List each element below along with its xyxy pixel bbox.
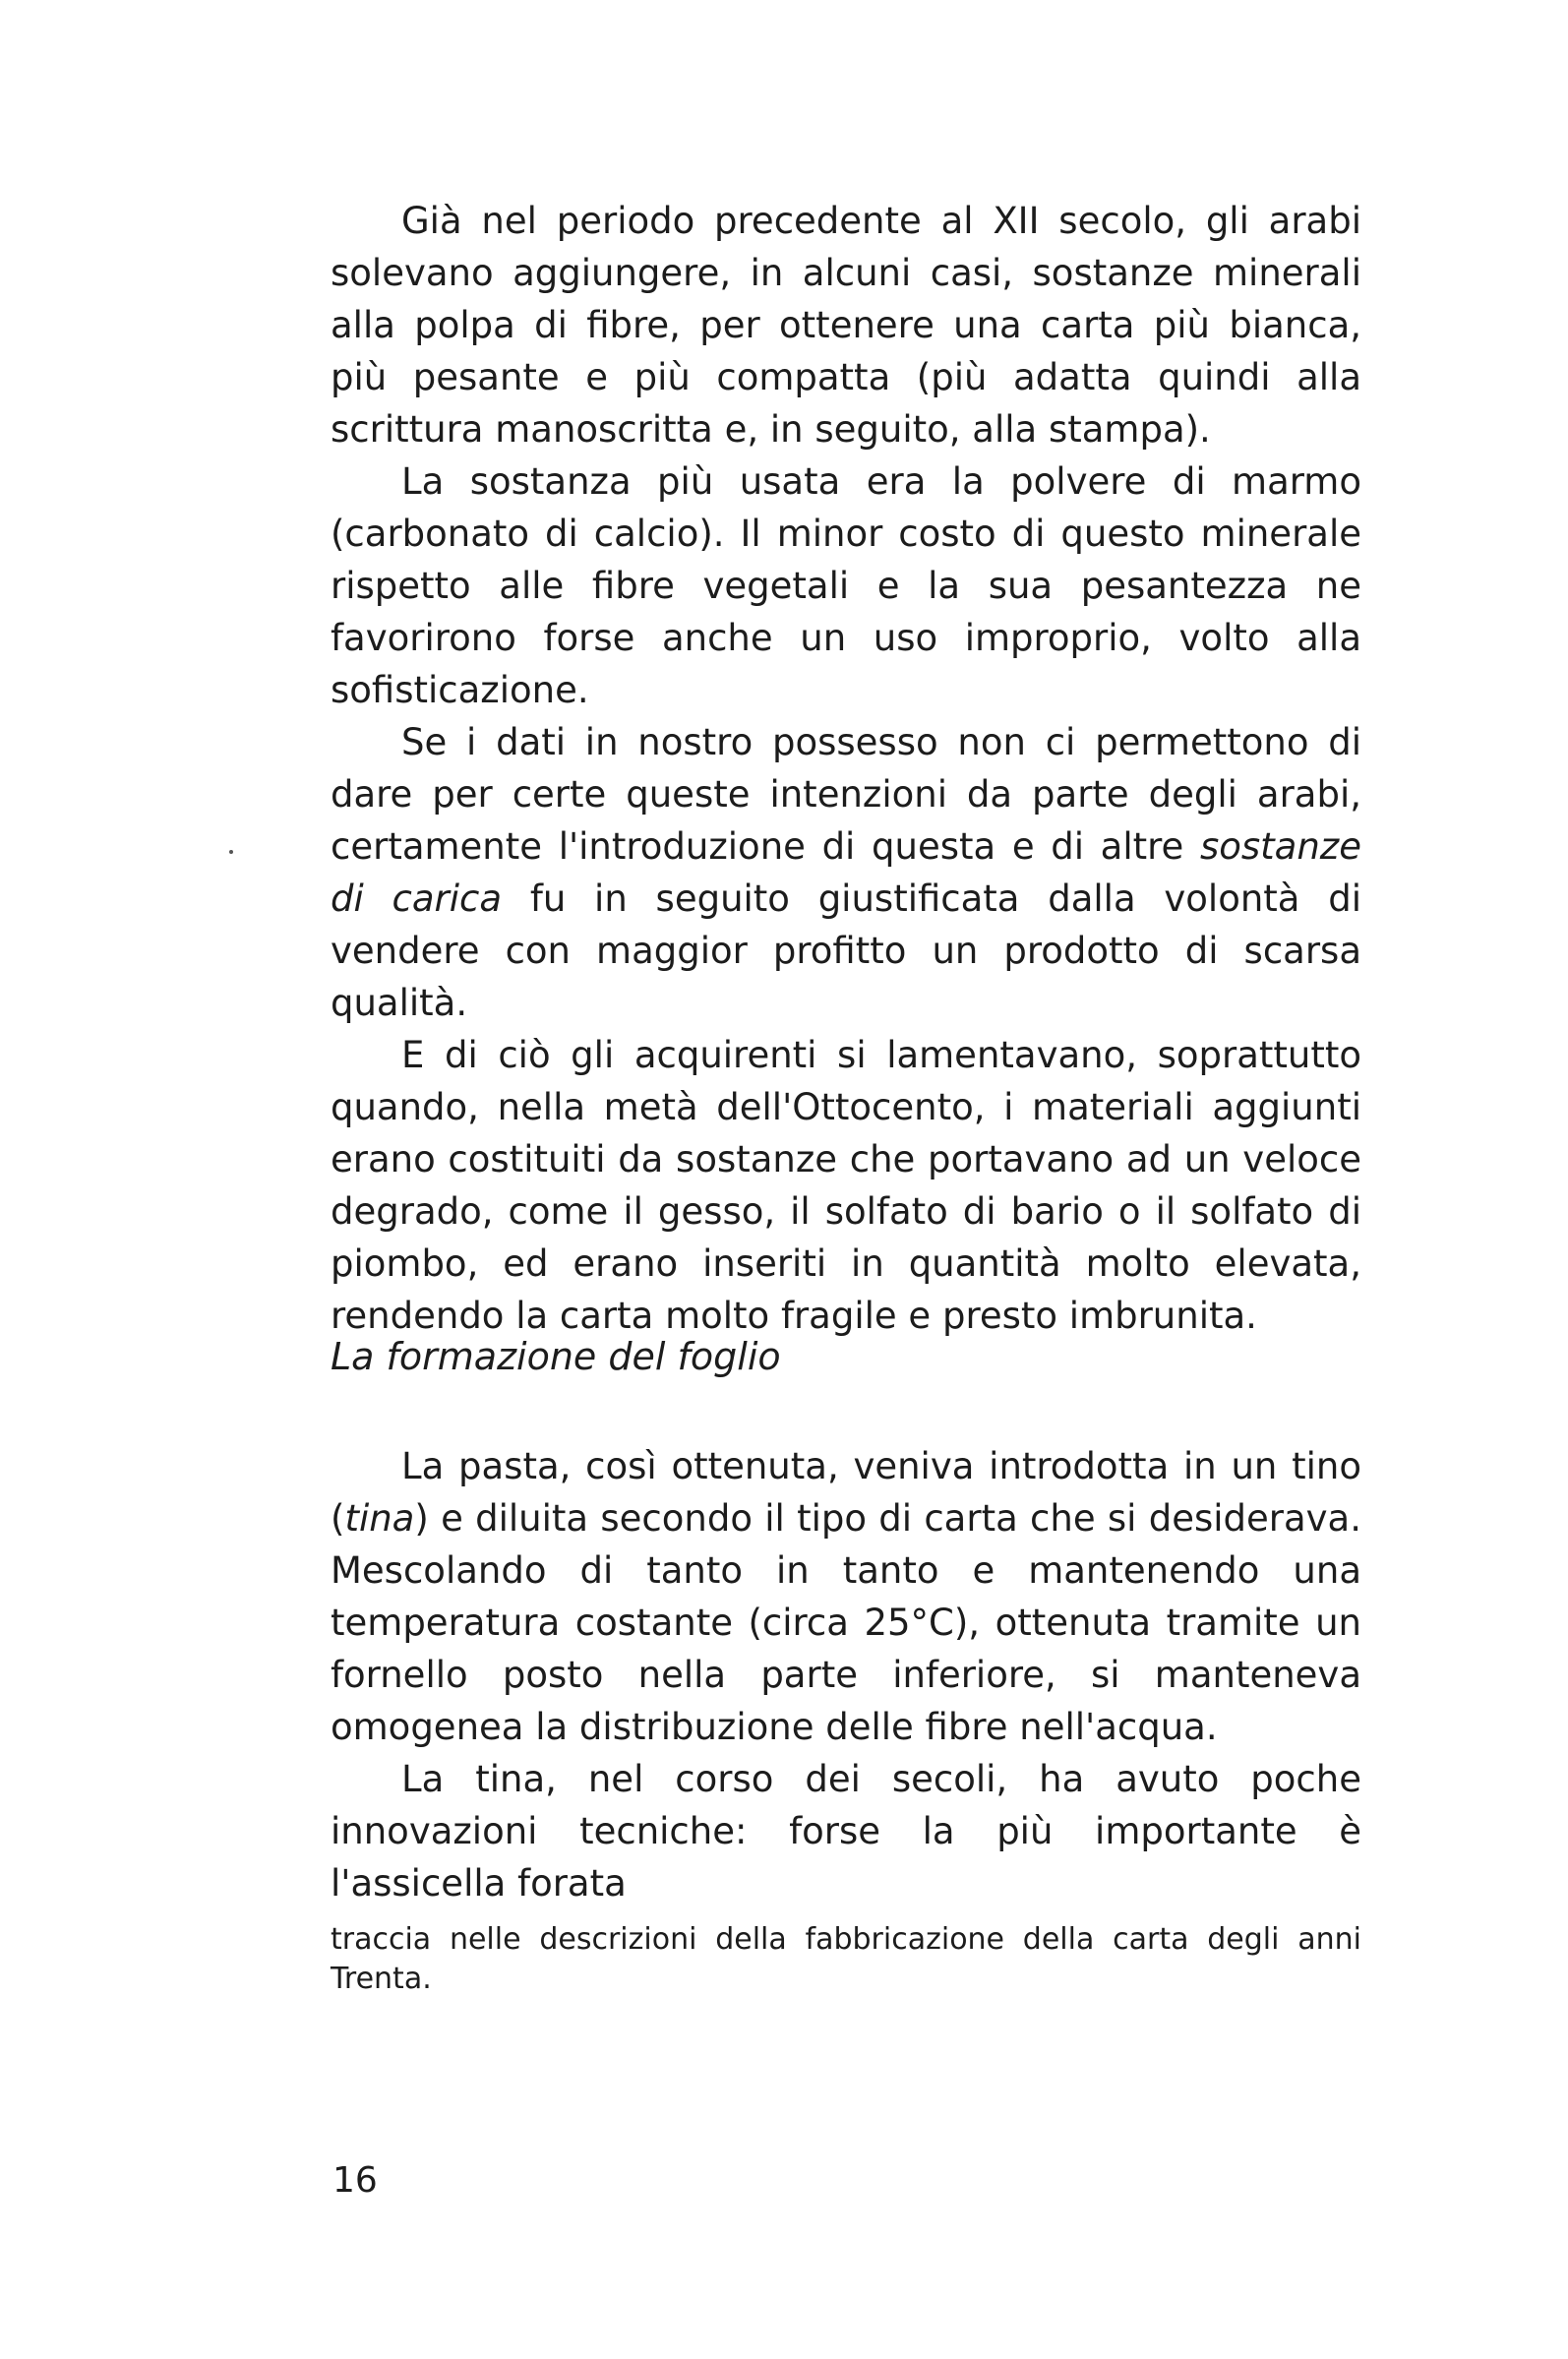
section-heading: La formazione del foglio xyxy=(331,1335,781,1378)
page-number: 16 xyxy=(332,2160,378,2201)
footnote: traccia nelle descrizioni della fabbricazione della carta degli anni Trenta. xyxy=(331,1922,1361,1996)
paragraph: La sostanza più usata era la polvere di marmo (carbonato di calcio). Il minor costo di questo minerale rispetto alle fibre vegetali e la sua pesantezza ne favorirono forse anche un uso improprio, volto alla sofisticazione. xyxy=(331,460,1361,711)
body-text xyxy=(331,195,1361,1342)
paragraph: Già nel periodo precedente al XII secolo, gli arabi solevano aggiungere, in alcuni casi, sostanze minerali alla polpa di fibre, per ottenere una carta più bianca, più pesante e più compatta (più adatta quindi alla scrittura manoscritta e, in seguito, alla stampa). xyxy=(331,200,1361,451)
paragraph: La pasta, così ottenuta, veniva introdotta in un tino (tina) e diluita secondo il tipo di carta che si desiderava. Mescolando di tanto in tanto e mantenendo una temperatura costante (circa 25°C), ottenuta tramite un fornello posto nella parte inferiore, si manteneva omogenea la distribuzione delle fibre nell'acqua. xyxy=(331,1445,1361,1748)
italic-term: sostanze di carica xyxy=(331,825,1361,920)
paragraph: Se i dati in nostro possesso non ci permettono di dare per certe queste intenzioni da parte degli arabi, certamente l'introduzione di questa e di altre sostanze di carica fu in seguito giustificata dalla volontà di vendere con maggior profitto un prodotto di scarsa qualità. xyxy=(331,721,1361,1024)
paragraph: La tina, nel corso dei secoli, ha avuto poche innovazioni tecniche: forse la più importante è l'assicella forata xyxy=(331,1758,1361,1905)
section-body-text xyxy=(331,1440,1361,1909)
paragraph: E di ciò gli acquirenti si lamentavano, soprattutto quando, nella metà dell'Ottocento, i materiali aggiunti erano costituiti da sostanze che portavano ad un veloce degrado, come il gesso, il solfato di bario o il solfato di piombo, ed erano inseriti in quantità molto elevata, rendendo la carta molto fragile e presto imbrunita. xyxy=(331,1034,1361,1337)
stray-ink-dot xyxy=(229,850,233,854)
italic-term: tina xyxy=(344,1497,415,1540)
